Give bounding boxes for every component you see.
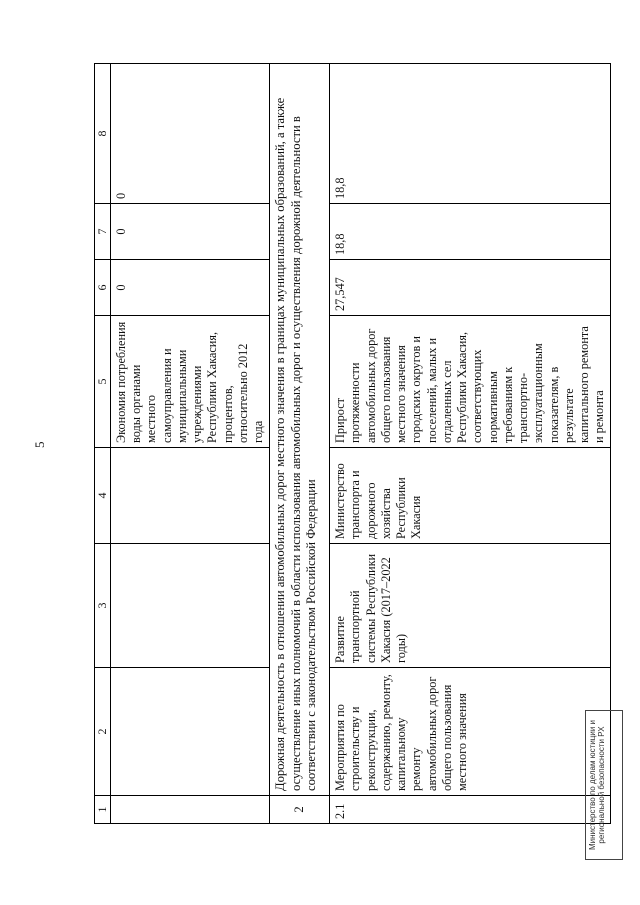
table-cell: Прирост протяженности автомобильных дорог общего пользования местного значения городских округов и поселений, малых и отдаленных сел Республики Хакасия, соответствующих нормативным требованиям к транспортно-эксплуатационным показателям, в результате капитального ремонта и ремонта [330,316,611,448]
table-cell: Экономия потребления воды органами местного самоуправления и муниципальными учреждениями Республики Хакасия, процентов, относительно 2012 года [110,316,269,448]
table-cell [110,544,269,668]
table-cell: 27,547 [330,260,611,316]
header-cell: 2 [95,668,111,796]
page-number: 5 [32,441,47,448]
header-cell: 3 [95,544,111,668]
header-cell: 1 [95,796,111,824]
program-table [94,63,611,824]
table-cell: Министерство транспорта и дорожного хозяйства Республики Хакасия [330,448,611,544]
ministry-stamp: Министерство по делам юстиции и региональной безопасности РХ [585,710,623,860]
table-cell [110,448,269,544]
table-cell [110,796,269,824]
header-cell: 7 [95,204,111,260]
table-cell: 0 [110,260,269,316]
section-title: Дорожная деятельность в отношении автомобильных дорог местного значения в границах муниципальных образований, а также осуществление иных полномочий в области использования автомобильных дорог и осуществления дорожной деятельности в соответствии с законодательством Российской Федерации [270,64,330,796]
table-row [110,64,269,824]
table-cell: 18,8 [330,204,611,260]
table-cell: 18,8 [330,64,611,204]
header-cell: 6 [95,260,111,316]
header-cell: 4 [95,448,111,544]
section-number: 2 [270,796,330,824]
table-row [330,64,611,824]
table-cell: Развитие транспортной системы Республики Хакасия (2017–2022 годы) [330,544,611,668]
table-cell: 2.1 [330,796,611,824]
table-cell [110,668,269,796]
section-row [270,64,330,824]
table-cell: Мероприятия по строительству и реконструкции, содержанию, ремонту, капитальному ремонту автомобильных дорог общего пользования местного значения [330,668,611,796]
table-cell: 0 [110,204,269,260]
header-cell: 8 [95,64,111,204]
rotated-table-frame [94,64,609,824]
table-cell: 0 [110,64,269,204]
header-row [95,64,111,824]
header-cell: 5 [95,316,111,448]
